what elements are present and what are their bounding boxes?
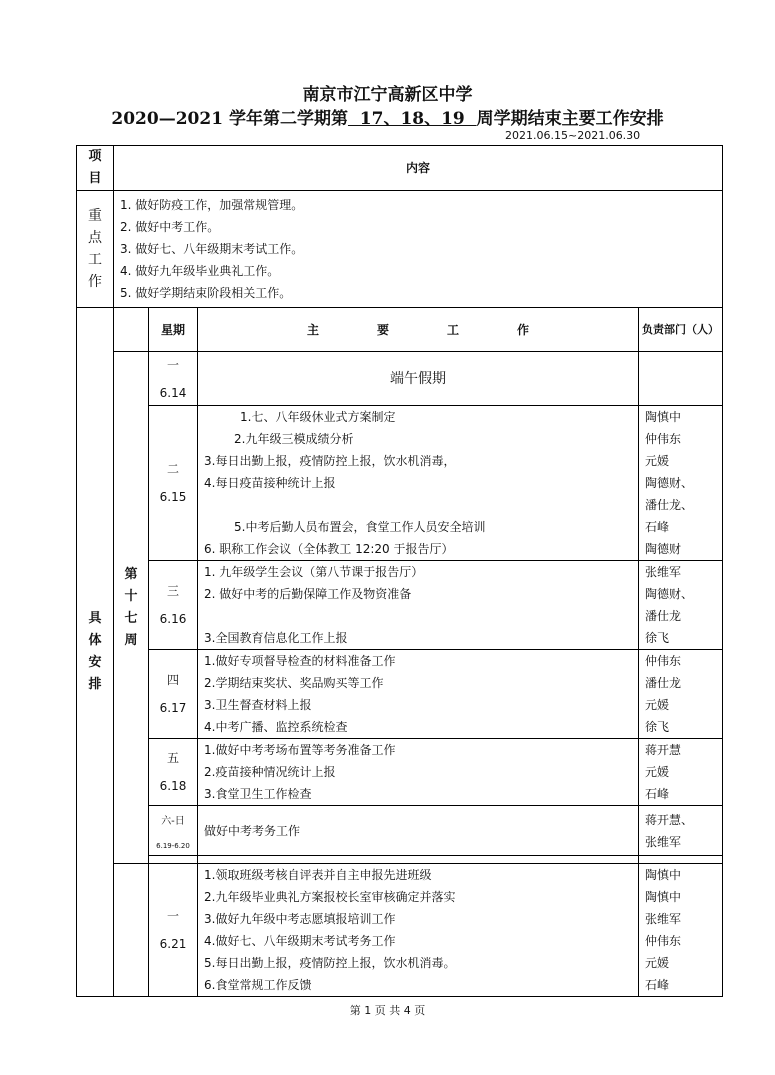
schedule-table <box>76 145 723 997</box>
task-line: 3.卫生督查材料上报 <box>204 698 312 712</box>
weekday: 六-日 <box>161 815 185 827</box>
key-point: 4. 做好九年级毕业典礼工作。 <box>120 264 280 278</box>
day-cell <box>149 806 198 856</box>
task-line <box>204 605 632 627</box>
resp-cell <box>639 406 723 561</box>
task-cell <box>198 864 639 997</box>
date: 6.21 <box>159 937 187 951</box>
item-header <box>77 146 114 191</box>
task-line: 1.做好专项督导检查的材料准备工作 <box>204 654 396 668</box>
resp-person: 张维军 <box>645 912 682 926</box>
spacer-cell <box>639 856 723 864</box>
key-point: 1. 做好防疫工作，加强常规管理。 <box>120 198 304 212</box>
date-range: 2021.06.15~2021.06.30 <box>505 129 641 142</box>
task-line: 1.七、八年级休业式方案制定 <box>240 410 396 424</box>
task-cell <box>198 406 639 561</box>
resp-cell <box>639 806 723 856</box>
weekday: 一 <box>166 357 179 372</box>
dept-header: 负责部门（人） <box>639 308 723 352</box>
task-line: 4.做好七、八年级期末考试考务工作 <box>204 934 396 948</box>
item-header-char: 目 <box>88 171 102 186</box>
task-line: 6.食堂常规工作反馈 <box>204 978 312 992</box>
resp-cell <box>639 650 723 739</box>
task-line: 1. 九年级学生会议（第八节课于报告厅） <box>204 565 424 579</box>
key-point: 2. 做好中考工作。 <box>120 220 220 234</box>
table-row <box>77 864 723 997</box>
weekday: 五 <box>166 751 179 765</box>
task-line <box>204 494 632 516</box>
plan-char: 具 <box>88 611 102 626</box>
date: 6.16 <box>159 612 187 626</box>
table-row <box>77 352 723 406</box>
plan-char: 体 <box>88 633 102 648</box>
task-line: 5.中考后勤人员布置会，食堂工作人员安全培训 <box>234 520 486 534</box>
resp-person: 石峰 <box>645 787 670 801</box>
spacer-cell <box>198 856 639 864</box>
plan-char: 安 <box>88 655 102 670</box>
resp-person: 石峰 <box>645 978 670 992</box>
resp-person: 元媛 <box>645 454 670 468</box>
resp-person: 张维军 <box>645 565 682 579</box>
resp-cell <box>639 561 723 650</box>
task-line: 2.疫苗接种情况统计上报 <box>204 765 336 779</box>
weekday: 一 <box>166 909 179 923</box>
week-char: 第 <box>124 566 138 582</box>
resp-person: 蒋开慧、 <box>645 812 694 827</box>
day-cell <box>149 352 198 406</box>
resp-person: 石峰 <box>645 520 670 534</box>
key-work-char: 重 <box>88 208 102 224</box>
resp-person: 徐飞 <box>645 631 670 645</box>
item-header-char: 项 <box>88 149 102 164</box>
resp-cell <box>639 352 723 406</box>
day-cell <box>149 650 198 739</box>
date: 6.19-6.20 <box>156 841 190 850</box>
weekday: 四 <box>166 673 179 687</box>
title-suffix: 周学期结束主要工作安排 <box>476 109 664 129</box>
task-line: 2.九年级三模成绩分析 <box>234 432 354 446</box>
resp-person: 陶慎中 <box>645 890 682 904</box>
holiday-task: 端午假期 <box>198 352 639 406</box>
resp-person: 仲伟东 <box>645 432 682 446</box>
table-row <box>77 406 723 561</box>
weekday: 二 <box>166 462 179 476</box>
date: 6.17 <box>159 701 187 715</box>
table-row <box>77 806 723 856</box>
task-line: 3.每日出勤上报，疫情防控上报，饮水机消毒， <box>204 454 456 468</box>
week-char: 周 <box>124 632 138 648</box>
week-char: 十 <box>124 588 138 604</box>
main-work-header: 主要工作 <box>198 308 639 352</box>
plan-char: 排 <box>88 677 102 692</box>
table-row <box>77 561 723 650</box>
table-row-spacer <box>77 856 723 864</box>
task-line: 2.学期结束奖状、奖品购买等工作 <box>204 676 384 690</box>
resp-person: 元媛 <box>645 765 670 779</box>
resp-person: 蒋开慧 <box>645 743 682 757</box>
resp-person: 陶德财、 <box>645 476 694 490</box>
resp-person: 仲伟东 <box>645 654 682 668</box>
key-work-char: 作 <box>88 274 102 290</box>
task-line: 3.做好九年级中考志愿填报培训工作 <box>204 912 396 926</box>
task-line: 2. 做好中考的后勤保障工作及物资准备 <box>204 587 412 601</box>
resp-person: 元媛 <box>645 956 670 970</box>
table-row <box>77 739 723 806</box>
task-cell <box>198 806 639 856</box>
resp-person: 潘仕龙 <box>645 676 682 690</box>
resp-person: 徐飞 <box>645 720 670 734</box>
week-header-blank <box>114 308 149 352</box>
task-line: 1.领取班级考核自评表并自主申报先进班级 <box>204 868 432 882</box>
key-point: 3. 做好七、八年级期末考试工作。 <box>120 242 304 256</box>
key-work-char: 点 <box>88 230 102 246</box>
task-line: 2.九年级毕业典礼方案报校长室审核确定并落实 <box>204 890 456 904</box>
weekday-header: 星期 <box>149 308 198 352</box>
resp-person: 陶慎中 <box>645 410 682 424</box>
date: 6.15 <box>159 490 187 504</box>
resp-person: 陶德财、 <box>645 587 694 601</box>
resp-person: 元媛 <box>645 698 670 712</box>
page-footer: 第 1 页 共 4 页 <box>349 1004 426 1017</box>
key-points-list <box>114 191 723 308</box>
table-row <box>77 650 723 739</box>
task-line: 1.做好中考考场布置等考务准备工作 <box>204 743 396 757</box>
task-line: 4.每日疫苗接种统计上报 <box>204 476 336 490</box>
resp-person: 张维军 <box>645 834 682 849</box>
resp-person: 陶德财 <box>645 542 682 556</box>
key-point: 5. 做好学期结束阶段相关工作。 <box>120 286 292 300</box>
resp-cell <box>639 864 723 997</box>
date: 6.14 <box>159 385 187 400</box>
day-cell <box>149 561 198 650</box>
task-cell <box>198 739 639 806</box>
day-cell <box>149 739 198 806</box>
week-char: 七 <box>124 610 138 626</box>
day-cell <box>149 406 198 561</box>
task-line: 5.每日出勤上报，疫情防控上报，饮水机消毒。 <box>204 956 456 970</box>
title-prefix: 2020—2021 学年第二学期第 <box>111 109 348 129</box>
spacer-cell <box>149 856 198 864</box>
week-18-label <box>114 864 149 997</box>
content-header: 内容 <box>114 146 723 191</box>
task-line: 3.全国教育信息化工作上报 <box>204 631 348 645</box>
resp-person: 潘仕龙 <box>645 609 682 623</box>
resp-cell <box>639 739 723 806</box>
date: 6.18 <box>159 779 187 793</box>
key-work-char: 工 <box>88 252 102 268</box>
resp-person: 陶慎中 <box>645 868 682 882</box>
resp-person: 仲伟东 <box>645 934 682 948</box>
document-title <box>0 104 775 129</box>
task-cell <box>198 650 639 739</box>
week-17-label <box>114 352 149 864</box>
task-line: 6. 职称工作会议（全体教工 12:20 于报告厅） <box>204 542 454 556</box>
plan-label <box>77 308 114 997</box>
key-work-label <box>77 191 114 308</box>
task-line: 4.中考广播、监控系统检查 <box>204 720 348 734</box>
school-title: 南京市江宁高新区中学 <box>302 85 473 105</box>
title-weeks: 17、18、19 <box>347 109 477 129</box>
task-line: 3.食堂卫生工作检查 <box>204 787 312 801</box>
weekday: 三 <box>166 584 179 598</box>
task-cell <box>198 561 639 650</box>
task-line: 做好中考考务工作 <box>204 823 301 838</box>
day-cell <box>149 864 198 997</box>
resp-person: 潘仕龙、 <box>645 498 694 512</box>
